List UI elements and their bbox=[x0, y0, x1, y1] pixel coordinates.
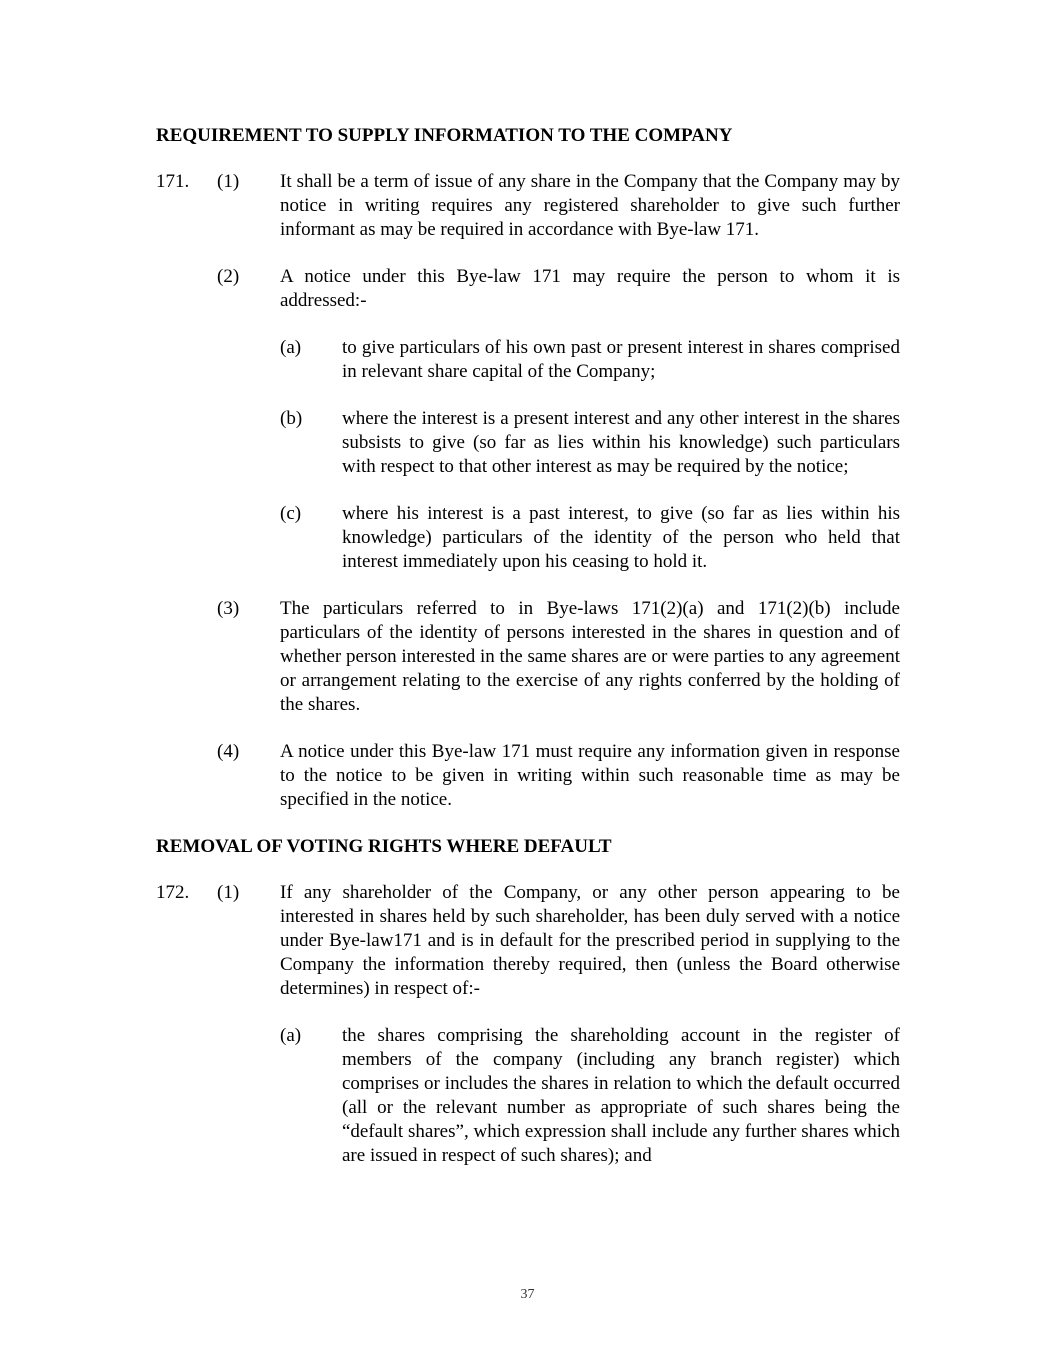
sub-clause bbox=[156, 1024, 900, 1168]
document-page bbox=[156, 124, 900, 1191]
clause bbox=[156, 170, 900, 242]
clause-text: The particulars referred to in Bye-laws 171(2)(a) and 171(2)(b) include particulars of the identity of persons interested in the shares in question and of whether person interested in the same shares are or were parties to any agreement or arrangement relating to the exercise of any rights conferred by the holding of the shares. bbox=[280, 598, 900, 715]
clause-label: (1) bbox=[217, 882, 240, 903]
sub-clause bbox=[156, 502, 900, 574]
clause bbox=[156, 265, 900, 313]
clause-text: It shall be a term of issue of any share in the Company that the Company may by notice in writing requires any registered shareholder to give such further informant as may be required in accordance with Bye-law 171. bbox=[280, 171, 900, 240]
sub-clause-text: where the interest is a present interest and any other interest in the shares subsists to give (so far as lies within his knowledge) such particulars with respect to that other interest as may be required by the notice; bbox=[342, 408, 900, 477]
clause-label: (3) bbox=[217, 598, 240, 619]
sub-clause-text: the shares comprising the shareholding account in the register of members of the company (including any branch register) which comprises or includes the shares in relation to which the default occurred (all or the relevant number as appropriate of such shares being the “default shares”, which expression shall include any further shares which are issued in respect of such shares); and bbox=[342, 1025, 900, 1166]
sub-clause-label: (c) bbox=[280, 503, 302, 524]
sub-clause-label: (b) bbox=[280, 408, 303, 429]
section-heading: REQUIREMENT TO SUPPLY INFORMATION TO THE COMPANY bbox=[156, 125, 733, 146]
sub-clause-label: (a) bbox=[280, 1025, 302, 1046]
sub-clause-text: to give particulars of his own past or present interest in shares comprised in relevant share capital of the Company; bbox=[342, 337, 900, 382]
clause-label: (2) bbox=[217, 266, 240, 287]
clause bbox=[156, 597, 900, 717]
clause-label: (4) bbox=[217, 741, 240, 762]
clause-text: If any shareholder of the Company, or any other person appearing to be interested in shares held by such shareholder, has been duly served with a notice under Bye-law171 and is in default for the prescribed period in supplying to the Company the information thereby required, then (unless the Board otherwise determines) in respect of:- bbox=[280, 882, 900, 999]
sub-clause bbox=[156, 336, 900, 384]
section-number: 171. bbox=[156, 171, 190, 192]
section-heading: REMOVAL OF VOTING RIGHTS WHERE DEFAULT bbox=[156, 836, 612, 857]
sub-clause-label: (a) bbox=[280, 337, 302, 358]
page-number: 37 bbox=[520, 1287, 535, 1302]
clause-text: A notice under this Bye-law 171 may require the person to whom it is addressed:- bbox=[280, 266, 900, 311]
sub-clause-text: where his interest is a past interest, to give (so far as lies within his knowledge) particulars of the identity of the person who held that interest immediately upon his ceasing to hold it. bbox=[342, 503, 900, 572]
clause-text: A notice under this Bye-law 171 must require any information given in response to the notice to be given in writing within such reasonable time as may be specified in the notice. bbox=[280, 741, 900, 810]
clause bbox=[156, 740, 900, 812]
sub-clause bbox=[156, 407, 900, 479]
clause-label: (1) bbox=[217, 171, 240, 192]
clause bbox=[156, 881, 900, 1001]
section-number: 172. bbox=[156, 882, 190, 903]
